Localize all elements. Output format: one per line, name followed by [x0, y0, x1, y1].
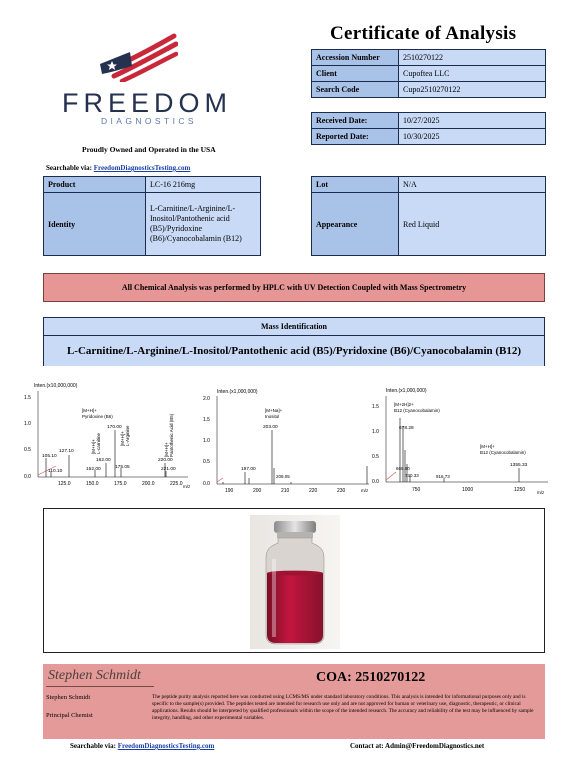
searchable-via-header	[46, 164, 190, 172]
y-tick: 0.5	[203, 459, 210, 465]
peak-label: 105.10	[42, 454, 57, 459]
accession-value: 2510270122	[399, 50, 546, 66]
y-tick: 1.0	[372, 429, 379, 435]
x-tick: 190	[225, 488, 234, 494]
table-row	[312, 193, 546, 256]
peak-label: 152.00	[86, 467, 101, 472]
x-axis-unit: m/z	[537, 490, 545, 495]
appearance-label: Appearance	[312, 193, 399, 256]
brand-name: FREEDOM	[62, 88, 232, 118]
searchable-label: Searchable via:	[46, 164, 92, 172]
spectrum-intensity-label: Inten.(x1,000,000)	[386, 388, 427, 394]
sample-photo-frame	[43, 508, 545, 653]
annotation-b12-doubly: [M+2H]2+ B12 (Cyanocobalamin)	[394, 402, 440, 413]
received-date-label: Received Date:	[312, 113, 399, 129]
product-label: Product	[44, 177, 146, 193]
x-tick: 230	[337, 488, 346, 494]
client-value: Cupoftea LLC	[399, 66, 546, 82]
x-tick: 200.0	[142, 481, 155, 487]
peak-label: 678.28	[399, 426, 414, 431]
peak-label: 916.73	[436, 474, 450, 479]
x-tick: 220	[309, 488, 318, 494]
lot-label: Lot	[312, 177, 399, 193]
mass-spectrum-1	[18, 382, 200, 490]
peak-label: 175.05	[115, 465, 130, 470]
annotation-pantothenic: [M+H]+Pantothenic Acid (B5)	[164, 413, 174, 457]
signer-title: Principal Chemist	[46, 712, 93, 719]
x-tick: 750	[412, 487, 421, 493]
contact-email[interactable]: Admin@FreedomDiagnostics.net	[385, 742, 485, 750]
y-tick: 1.0	[203, 438, 210, 444]
coa-number: COA: 2510270122	[316, 670, 426, 685]
annotation-arginine: [M+H]+L-Arginine	[120, 425, 130, 446]
freedom-logo-flag-icon	[98, 30, 178, 82]
spectrum-intensity-label: Inten.(x1,000,000)	[217, 389, 258, 395]
annotation-inositol: [M+Na]+ Inositol	[265, 408, 283, 419]
table-row	[44, 193, 261, 256]
dates-table	[311, 112, 546, 145]
y-tick: 0.0	[372, 479, 379, 485]
x-tick: 1000	[462, 487, 474, 493]
accession-table	[311, 49, 546, 98]
x-tick: 200	[253, 488, 262, 494]
x-axis-unit: m/z	[361, 488, 369, 493]
x-tick: 150.0	[86, 481, 99, 487]
received-date-value: 10/27/2025	[399, 113, 546, 129]
table-row	[312, 66, 546, 82]
peak-label: 209.05	[276, 474, 290, 479]
reported-date-label: Reported Date:	[312, 129, 399, 145]
contact-label: Contact at:	[350, 742, 384, 750]
y-tick: 1.0	[24, 421, 31, 427]
signer-name: Stephen Schmidt	[46, 694, 91, 701]
y-tick: 0.5	[372, 454, 379, 460]
disclaimer-text: The peptide purity analysis reported here was conducted using LCMS/MS under standard laboratory conditions. This analysis is intended for informational purposes only and is specific to the sample(s) provided. The peptides tested are intended for research use only and are not approved for human or veterinary use, diagnostic, therapeutic, or clinical applications. Results should be interpreted by qualified professionals within the scope of the intended research. The accuracy and reliability of the test may be influenced by sample integrity, handling, and other experimental variables.	[152, 694, 534, 722]
y-tick: 1.5	[203, 417, 210, 423]
signature: Stephen Schmidt	[48, 668, 141, 683]
x-tick: 175.0	[114, 481, 127, 487]
table-row	[312, 50, 546, 66]
searchable-link[interactable]: FreedomDiagnosticsTesting.com	[93, 164, 191, 172]
footer-search-label: Searchable via:	[70, 742, 116, 750]
x-tick: 1250	[514, 487, 526, 493]
x-tick: 225.0	[170, 481, 183, 487]
y-tick: 0.0	[203, 481, 210, 487]
brand-tagline: Proudly Owned and Operated in the USA	[82, 145, 216, 154]
client-label: Client	[312, 66, 399, 82]
y-tick: 0.5	[24, 447, 31, 453]
peak-label: 665.80	[396, 466, 410, 471]
y-tick: 1.5	[24, 395, 31, 401]
peak-label: 221.00	[161, 467, 176, 472]
reported-date-value: 10/30/2025	[399, 129, 546, 145]
peak-label: 110.10	[48, 469, 63, 474]
red-liquid-vial-photo-icon	[250, 515, 340, 649]
annotation-pyridoxine: [M+H]+ Pyridoxine (B6)	[82, 408, 113, 419]
mass-identification-box	[43, 317, 545, 366]
table-row	[312, 113, 546, 129]
product-table	[43, 176, 261, 256]
spectrum-intensity-label: Inten.(x10,000,000)	[34, 383, 78, 389]
identity-value: L-Carnitine/L-Arginine/L-Inositol/Pantothenic acid (B5)/Pyridoxine (B6)/Cyanocobalamin (B12)	[146, 193, 261, 256]
x-axis-unit: m/z	[183, 484, 191, 489]
peak-label: 162.00	[96, 458, 111, 463]
footer-search-link[interactable]: FreedomDiagnosticsTesting.com	[117, 742, 215, 750]
x-tick: 210	[281, 488, 290, 494]
peak-label: 220.00	[158, 458, 173, 463]
table-row	[312, 177, 546, 193]
method-banner: All Chemical Analysis was performed by HPLC with UV Detection Coupled with Mass Spectrometry	[43, 273, 545, 302]
appearance-value: Red Liquid	[399, 193, 546, 256]
annotation-carnitine: [M+H]+L-carnitine	[91, 432, 101, 454]
lot-table	[311, 176, 546, 256]
brand-subtitle: DIAGNOSTICS	[101, 116, 197, 126]
signature-line	[46, 686, 154, 687]
table-row	[44, 177, 261, 193]
y-tick: 2.0	[203, 396, 210, 402]
search-code-label: Search Code	[312, 82, 399, 98]
search-code-value: Cupo2510270122	[399, 82, 546, 98]
peak-label: 197.00	[241, 467, 256, 472]
lot-value: N/A	[399, 177, 546, 193]
table-row	[312, 82, 546, 98]
contact-info	[350, 742, 484, 750]
mass-identification-heading: Mass Identification	[44, 318, 544, 336]
peak-label: 203.00	[263, 425, 278, 430]
product-value: LC-16 216mg	[146, 177, 261, 193]
x-tick: 125.0	[58, 481, 71, 487]
mass-spectrum-2	[201, 388, 377, 494]
mass-identification-compounds: L-Carnitine/L-Arginine/L-Inositol/Pantothenic acid (B5)/Pyridoxine (B6)/Cyanocobalamin (B12)	[44, 336, 544, 366]
annotation-b12-single: [M+H]+ B12 (Cyanocobalamin)	[480, 444, 526, 455]
document-title: Certificate of Analysis	[330, 23, 517, 44]
peak-label: 730.33	[405, 473, 419, 478]
y-tick: 1.5	[372, 404, 379, 410]
y-tick: 0.0	[24, 474, 31, 480]
peak-label: 1355.33	[510, 463, 528, 468]
table-row	[312, 129, 546, 145]
searchable-via-footer	[70, 742, 214, 750]
identity-label: Identity	[44, 193, 146, 256]
peak-label: 170.00	[107, 425, 122, 430]
accession-label: Accession Number	[312, 50, 399, 66]
peak-label: 127.10	[59, 449, 74, 454]
mass-spectrum-3	[372, 386, 552, 496]
